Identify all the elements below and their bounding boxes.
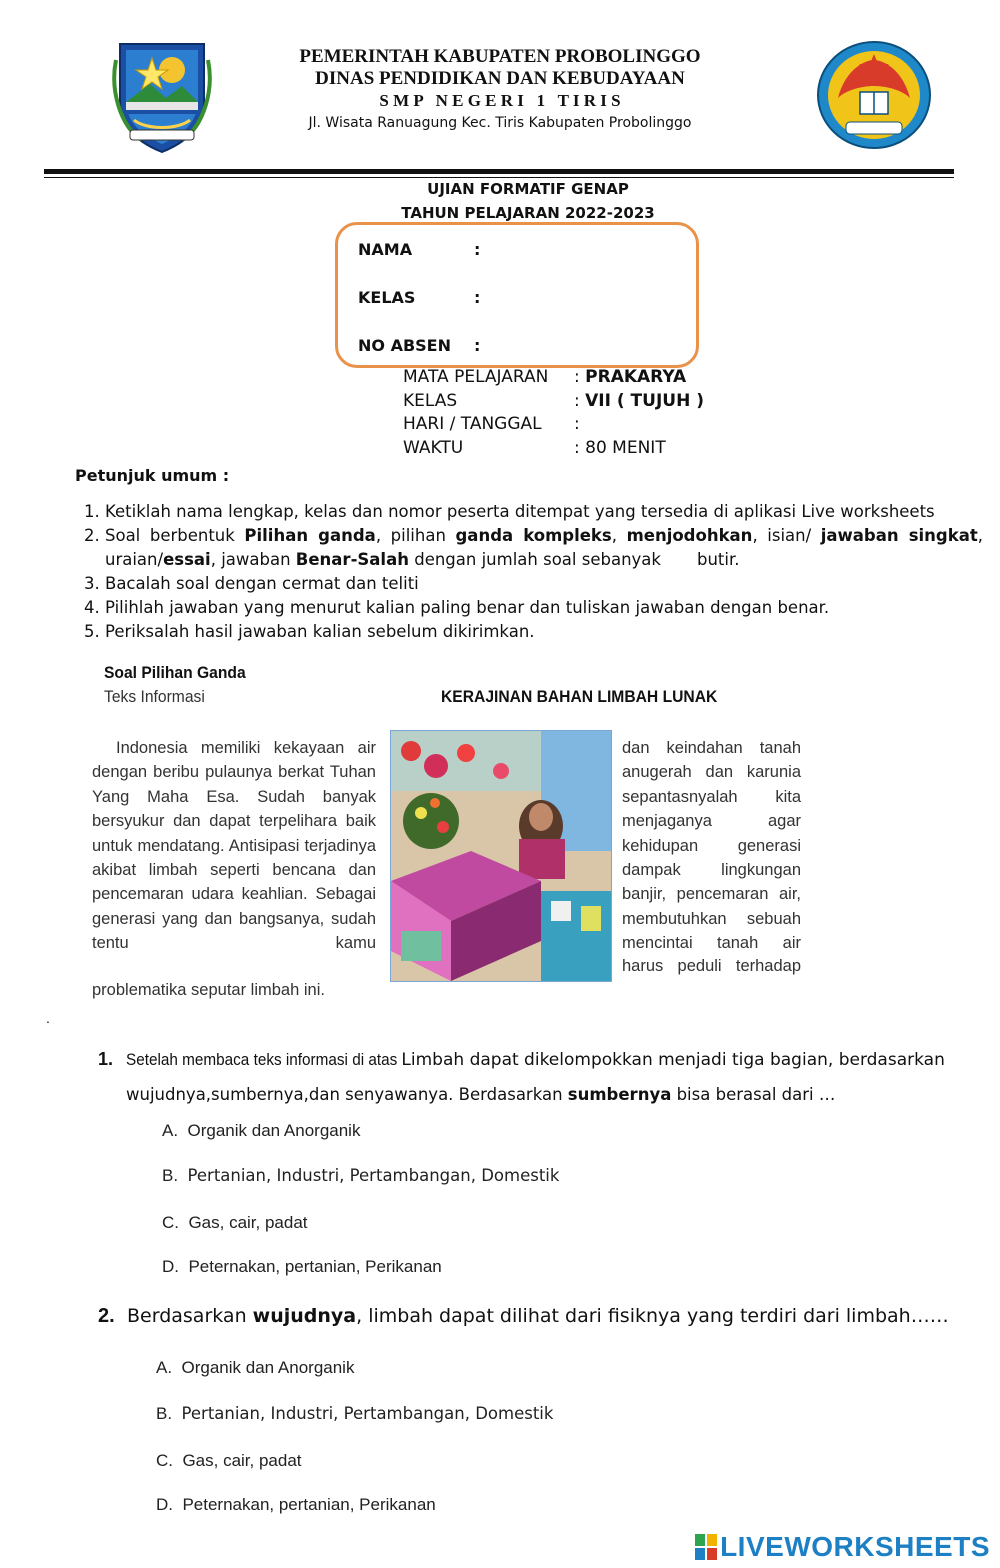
mapel-value: : PRAKARYA <box>574 367 687 387</box>
meta-kelas-value: : VII ( TUJUH ) <box>574 391 704 411</box>
q1-option-a[interactable]: A. Organik dan Anorganik <box>162 1121 361 1140</box>
instructions-heading: Petunjuk umum : <box>75 466 230 485</box>
header-line3: S M P N E G E R I 1 T I R I S <box>379 91 621 110</box>
absen-colon: : <box>474 336 481 355</box>
q1-option-b[interactable]: B. Pertanian, Industri, Pertambangan, Domestik <box>162 1166 560 1185</box>
instruction-item: 3. Bacalah soal dengan cermat dan teliti <box>105 572 983 596</box>
nama-colon: : <box>474 240 481 259</box>
q2-option-b[interactable]: B. Pertanian, Industri, Pertambangan, Domestik <box>156 1404 554 1423</box>
hari-colon: : <box>574 414 580 434</box>
instruction-item: 5. Periksalah hasil jawaban kalian sebelum dikirimkan. <box>105 620 983 644</box>
hari-label: HARI / TANGGAL <box>403 414 542 434</box>
q2-option-d[interactable]: D. Peternakan, pertanian, Perikanan <box>156 1495 436 1514</box>
kelas-colon: : <box>474 288 481 307</box>
header-rule-thin <box>44 177 954 178</box>
waktu-label: WAKTU <box>403 438 464 458</box>
article-title: KERAJINAN BAHAN LIMBAH LUNAK <box>441 687 718 706</box>
right-logo <box>816 40 932 150</box>
instruction-item: 2. Soal berbentuk Pilihan ganda, pilihan ganda kompleks, menjodohkan, isian/ jawaban singkat, uraian/essai, jawaban Benar-Salah dengan jumlah soal sebanyak butir. <box>105 524 983 572</box>
article-right-text: dan keindahan tanah anugerah dan karunia sepantasnyalah kita menjaganya agar kehidupan generasi dampak lingkungan banjir, pencemaran air, membutuhkan sebuah mencintai tanah air <box>622 739 801 953</box>
question-1-number: 1. <box>98 1049 114 1069</box>
waktu-value: : 80 MENIT <box>574 438 666 458</box>
instructions-list <box>75 500 983 644</box>
q1-option-c[interactable]: C. Gas, cair, padat <box>162 1213 308 1232</box>
absen-label: NO ABSEN <box>358 336 451 355</box>
exam-year: TAHUN PELAJARAN 2022-2023 <box>401 204 655 222</box>
article-photo <box>390 730 612 982</box>
header-line1: PEMERINTAH KABUPATEN PROBOLINGGO <box>299 46 701 67</box>
liveworksheets-icon <box>695 1534 717 1560</box>
question-1-text-line2: wujudnya,sumbernya,dan senyawanya. Berdasarkan sumbernya bisa berasal dari … <box>126 1085 836 1104</box>
article-right-last: harus peduli terhadap <box>622 957 801 975</box>
section-title: Soal Pilihan Ganda <box>104 663 246 682</box>
article-left-last: problematika seputar limbah ini. <box>92 981 325 999</box>
header-rule-thick <box>44 169 954 174</box>
instruction-item: 1. Ketiklah nama lengkap, kelas dan nomor peserta ditempat yang tersedia di aplikasi Live worksheets <box>105 500 983 524</box>
liveworksheets-logo[interactable] <box>695 1531 990 1563</box>
section-subtitle: Teks Informasi <box>104 687 205 706</box>
instruction-item: 4. Pilihlah jawaban yang menurut kalian paling benar dan tuliskan jawaban dengan benar. <box>105 596 983 620</box>
kelas-label: KELAS <box>358 288 416 307</box>
question-2-number: 2. <box>98 1305 115 1327</box>
exam-title: UJIAN FORMATIF GENAP <box>427 180 629 198</box>
q2-option-a[interactable]: A. Organik dan Anorganik <box>156 1358 355 1377</box>
liveworksheets-text: LIVEWORKSHEETS <box>720 1531 990 1562</box>
mapel-label: MATA PELAJARAN <box>403 367 549 387</box>
header-line2: DINAS PENDIDIKAN DAN KEBUDAYAAN <box>315 68 685 89</box>
meta-kelas-label: KELAS <box>403 391 458 411</box>
q2-option-c[interactable]: C. Gas, cair, padat <box>156 1451 302 1470</box>
question-1-text-line1: Setelah membaca teks informasi di atasLimbah dapat dikelompokkan menjadi tiga bagian, berdasarkan <box>126 1050 945 1070</box>
question-2-text: Berdasarkan wujudnya, limbah dapat dilihat dari fisiknya yang terdiri dari limbah…… <box>127 1305 949 1327</box>
article-left-text: Indonesia memiliki kekayaan air dengan beribu pulaunya berkat Tuhan Yang Maha Esa. Sudah banyak bersyukur dan dapat terpelihara baik untuk mendatang. Antisipasi terjadinya akibat limbah seperti bencana dan pencemaran udara keahlian. Sebagai generasi yang dan bangsanya, sudah tentu kamu <box>92 739 376 953</box>
nama-label: NAMA <box>358 240 413 259</box>
header-address: Jl. Wisata Ranuagung Kec. Tiris Kabupaten Probolinggo <box>308 115 692 131</box>
q1-option-d[interactable]: D. Peternakan, pertanian, Perikanan <box>162 1257 442 1276</box>
stray-dot: . <box>46 1010 50 1026</box>
